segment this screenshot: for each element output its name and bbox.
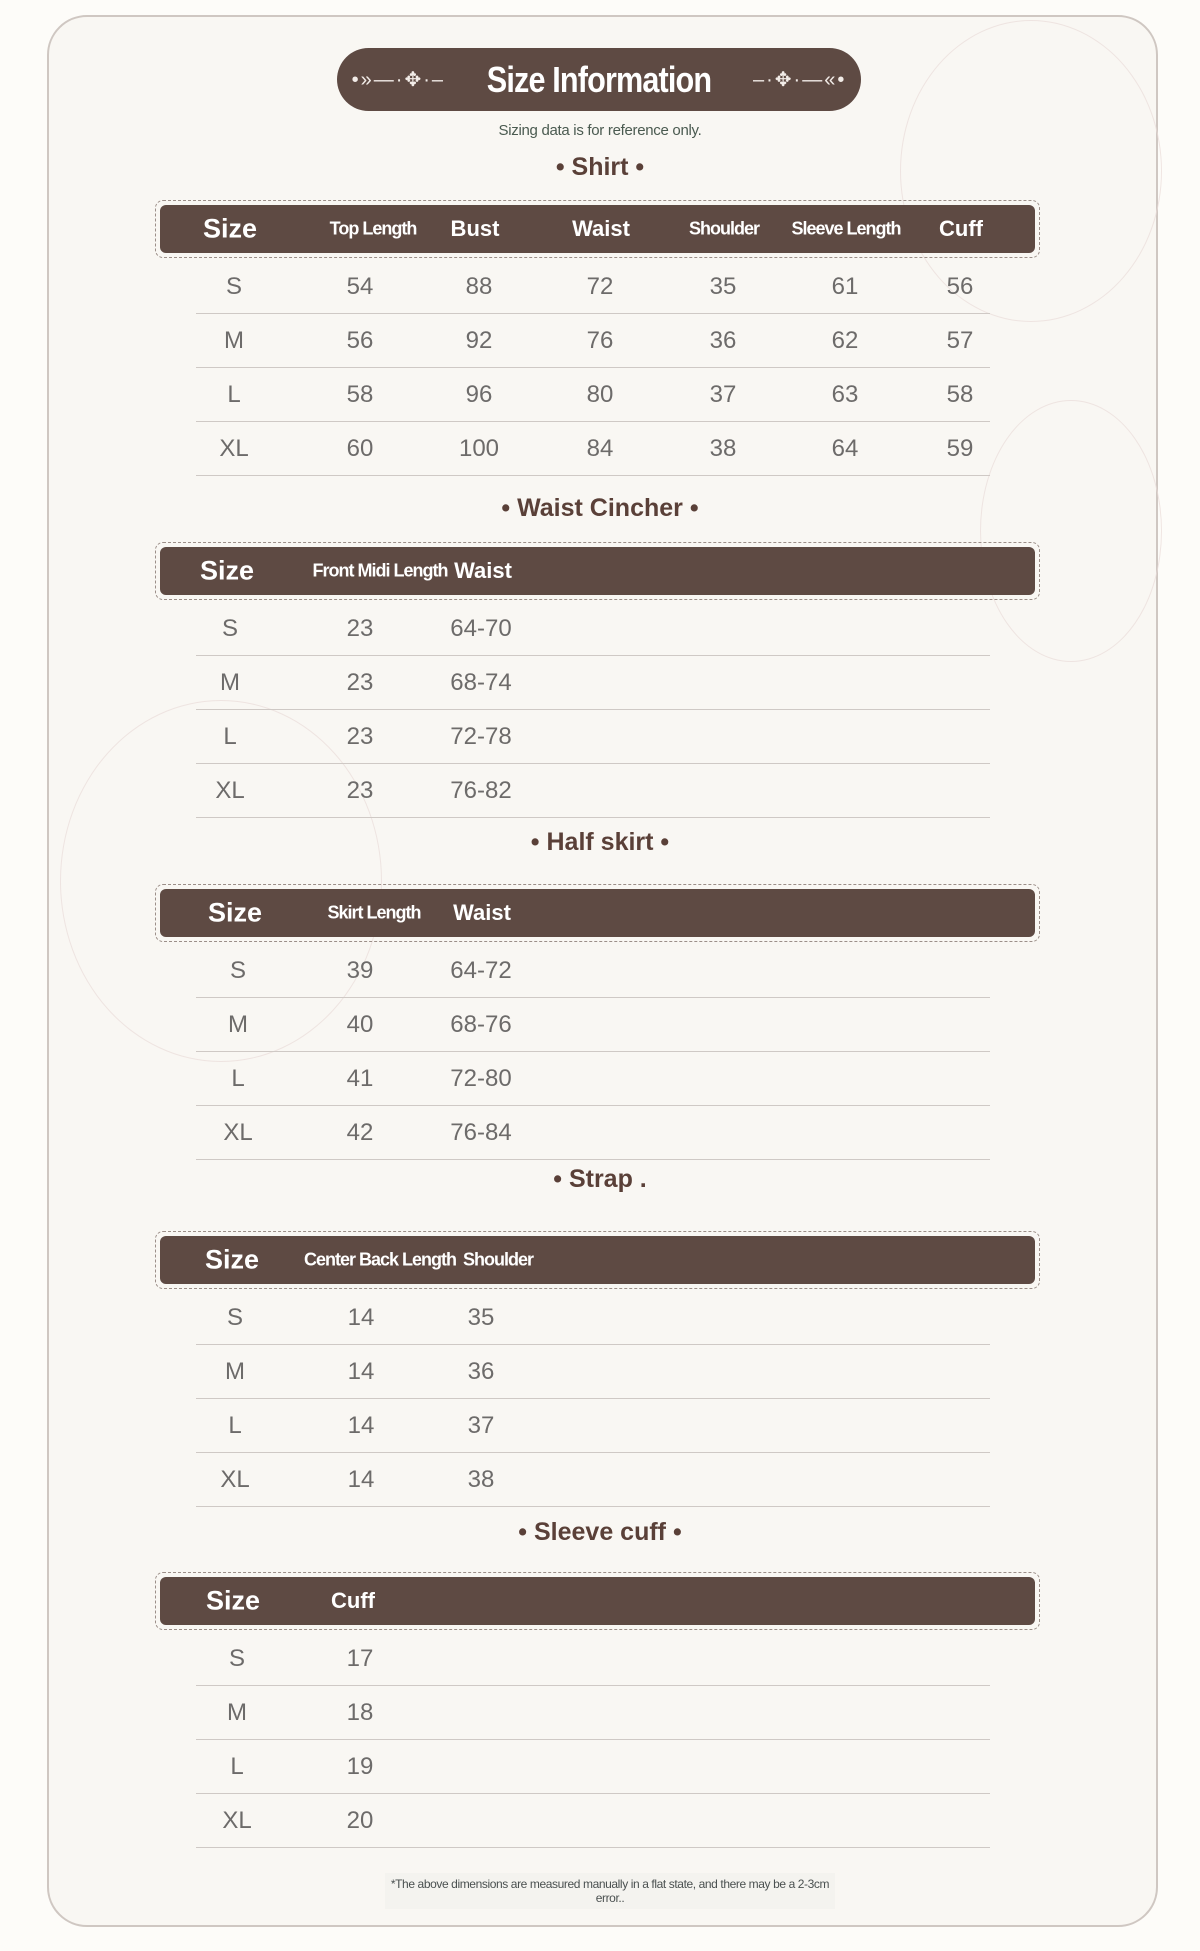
table-cell: S [228,1645,246,1672]
table-cell: 72-80 [450,1065,512,1092]
table-cell: XL [222,1807,252,1834]
column-header: Size [199,555,255,586]
table-cell: 72-78 [450,723,512,750]
column-header: Center Back Length [303,1249,457,1270]
table-cell: 39 [346,957,374,984]
table-cell: 37 [709,381,737,408]
row-divider [196,763,990,764]
page-title: Size Information [486,58,712,100]
table-cell: S [221,615,239,642]
floral-decoration [60,700,382,1062]
table-cell: 38 [467,1466,495,1493]
table-cell: M [228,1011,248,1038]
table-cell: 88 [465,273,493,300]
column-header: Cuff [939,216,983,241]
table-cell: 36 [467,1358,495,1385]
row-divider [196,1398,990,1399]
table-cell: 56 [346,327,374,354]
table-cell: L [227,381,241,408]
row-divider [196,1452,990,1453]
table-header [160,205,1035,253]
section-heading: • Waist Cincher • [501,494,699,522]
row-divider [196,1159,990,1160]
table-cell: 23 [346,669,374,696]
section-heading: • Shirt • [555,153,645,181]
table-cell: XL [215,777,245,804]
table-cell: 58 [346,381,374,408]
table-cell: 14 [347,1358,375,1385]
table-cell: 76 [586,327,614,354]
row-divider [196,1685,990,1686]
column-header: Size [202,213,258,244]
column-header: Skirt Length [327,902,421,923]
table-cell: L [223,723,237,750]
table-cell: 23 [346,723,374,750]
subtitle: Sizing data is for reference only. [498,122,702,139]
ornament-left-icon: •»—·✥·– [351,69,445,91]
table-header-bar [155,1231,1040,1289]
table-cell: 14 [347,1304,375,1331]
row-divider [196,997,990,998]
row-divider [196,1105,990,1106]
section-heading: • Sleeve cuff • [518,1518,682,1546]
column-header: Size [207,897,263,928]
table-header-bar [155,542,1040,600]
table-cell: 42 [346,1119,374,1146]
table-cell: 96 [465,381,493,408]
row-divider [196,1847,990,1848]
row-divider [196,709,990,710]
column-header: Waist [453,900,511,925]
table-cell: 61 [831,273,859,300]
table-cell: 76-84 [450,1119,512,1146]
column-header: Bust [450,216,500,241]
table-cell: 64 [831,435,859,462]
row-divider [196,1051,990,1052]
table-cell: L [230,1753,244,1780]
table-cell: 23 [346,615,374,642]
column-header: Top Length [329,218,417,239]
row-divider [196,655,990,656]
table-cell: 18 [346,1699,374,1726]
table-cell: 56 [946,273,974,300]
row-divider [196,1793,990,1794]
table-cell: 68-74 [450,669,512,696]
table-cell: 36 [709,327,737,354]
table-cell: S [225,273,243,300]
column-header: Cuff [331,1588,375,1613]
table-cell: 19 [346,1753,374,1780]
row-divider [196,313,990,314]
column-header: Front Midi Length [312,560,448,581]
row-divider [196,475,990,476]
table-cell: XL [219,435,249,462]
table-cell: 14 [347,1466,375,1493]
ornament-right-icon: –·✥·—«• [753,69,847,91]
table-cell: 60 [346,435,374,462]
title-banner [337,48,861,111]
column-header: Size [205,1585,261,1616]
table-cell: L [228,1412,242,1439]
table-header-bar [155,1572,1040,1630]
table-cell: 20 [346,1807,374,1834]
row-divider [196,421,990,422]
table-cell: 64-70 [450,615,512,642]
column-header: Shoulder [462,1249,534,1270]
column-header: Size [204,1244,260,1275]
table-header [160,1577,1035,1625]
table-cell: 92 [465,327,493,354]
floral-decoration [980,400,1162,662]
row-divider [196,817,990,818]
section-heading: • Half skirt • [530,828,670,856]
table-cell: 100 [458,435,500,462]
column-header: Waist [572,216,630,241]
row-divider [196,1739,990,1740]
footnote: *The above dimensions are measured manually in a flat state, and there may be a 2-3cm error.. [385,1873,835,1909]
column-header: Waist [454,558,512,583]
table-header-bar [155,200,1040,258]
table-cell: 58 [946,381,974,408]
table-cell: 59 [946,435,974,462]
table-cell: 72 [586,273,614,300]
table-header [160,547,1035,595]
column-header: Sleeve Length [791,218,901,239]
table-cell: 38 [709,435,737,462]
table-cell: 62 [831,327,859,354]
table-cell: M [220,669,240,696]
row-divider [196,367,990,368]
table-cell: 64-72 [450,957,512,984]
table-cell: 35 [709,273,737,300]
table-header [160,889,1035,937]
table-cell: 76-82 [450,777,512,804]
table-cell: M [224,327,244,354]
row-divider [196,1506,990,1507]
table-cell: 40 [346,1011,374,1038]
table-cell: XL [220,1466,250,1493]
table-header [160,1236,1035,1284]
section-heading: • Strap . [553,1165,647,1193]
table-cell: 35 [467,1304,495,1331]
table-cell: XL [223,1119,253,1146]
table-cell: 80 [586,381,614,408]
table-cell: M [225,1358,245,1385]
column-header: Shoulder [688,218,760,239]
table-cell: 68-76 [450,1011,512,1038]
table-cell: 37 [467,1412,495,1439]
table-cell: 63 [831,381,859,408]
table-cell: 14 [347,1412,375,1439]
table-cell: 17 [346,1645,374,1672]
table-cell: 54 [346,273,374,300]
table-cell: 57 [946,327,974,354]
table-cell: S [229,957,247,984]
table-cell: M [227,1699,247,1726]
table-cell: 84 [586,435,614,462]
row-divider [196,1344,990,1345]
table-cell: 41 [346,1065,374,1092]
table-cell: 23 [346,777,374,804]
table-cell: L [231,1065,245,1092]
table-header-bar [155,884,1040,942]
table-cell: S [226,1304,244,1331]
